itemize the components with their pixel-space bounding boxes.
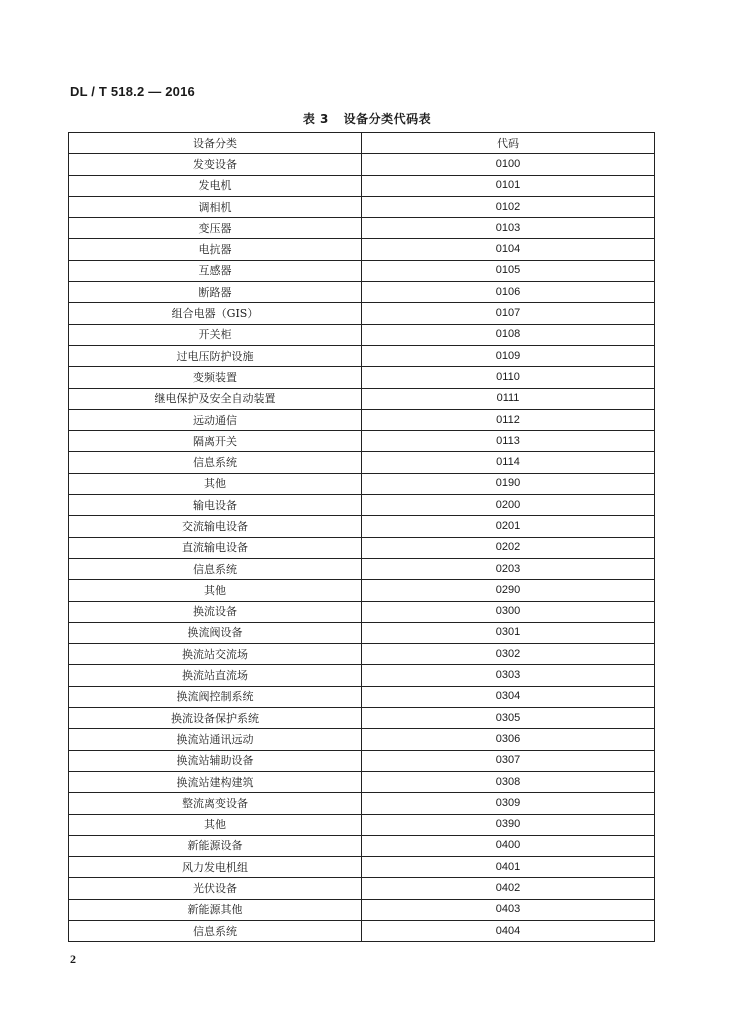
code-cell: 0303 xyxy=(362,665,655,686)
code-cell: 0400 xyxy=(362,835,655,856)
code-cell: 0107 xyxy=(362,303,655,324)
code-cell: 0110 xyxy=(362,367,655,388)
category-cell: 开关柜 xyxy=(69,324,362,345)
table-row xyxy=(69,452,655,473)
table-row xyxy=(69,771,655,792)
table-row xyxy=(69,324,655,345)
category-cell: 风力发电机组 xyxy=(69,857,362,878)
category-cell: 远动通信 xyxy=(69,409,362,430)
table-row xyxy=(69,473,655,494)
code-cell: 0390 xyxy=(362,814,655,835)
category-cell: 隔离开关 xyxy=(69,431,362,452)
table-row xyxy=(69,644,655,665)
category-cell: 换流站交流场 xyxy=(69,644,362,665)
table-row xyxy=(69,303,655,324)
category-cell: 换流设备保护系统 xyxy=(69,708,362,729)
category-cell: 组合电器（GIS） xyxy=(69,303,362,324)
table-row xyxy=(69,558,655,579)
category-cell: 整流离变设备 xyxy=(69,793,362,814)
table-row xyxy=(69,814,655,835)
table-row xyxy=(69,537,655,558)
table-row xyxy=(69,708,655,729)
code-cell: 0103 xyxy=(362,218,655,239)
category-cell: 电抗器 xyxy=(69,239,362,260)
table-row xyxy=(69,622,655,643)
code-cell: 0105 xyxy=(362,260,655,281)
table-row xyxy=(69,367,655,388)
column-header-code: 代码 xyxy=(362,133,655,154)
category-cell: 换流阀控制系统 xyxy=(69,686,362,707)
table-body xyxy=(69,154,655,942)
document-id: DL / T 518.2 — 2016 xyxy=(70,84,195,99)
table-row xyxy=(69,260,655,281)
code-cell: 0113 xyxy=(362,431,655,452)
table-row xyxy=(69,516,655,537)
category-cell: 信息系统 xyxy=(69,452,362,473)
table-row xyxy=(69,409,655,430)
table-caption xyxy=(0,110,734,127)
table-row xyxy=(69,431,655,452)
category-cell: 换流站通讯远动 xyxy=(69,729,362,750)
table-row xyxy=(69,750,655,771)
code-cell: 0306 xyxy=(362,729,655,750)
code-cell: 0402 xyxy=(362,878,655,899)
category-cell: 断路器 xyxy=(69,282,362,303)
category-cell: 信息系统 xyxy=(69,920,362,941)
category-cell: 换流站建构建筑 xyxy=(69,771,362,792)
equipment-code-table xyxy=(68,132,655,942)
table-row xyxy=(69,282,655,303)
category-cell: 变压器 xyxy=(69,218,362,239)
code-cell: 0301 xyxy=(362,622,655,643)
code-cell: 0102 xyxy=(362,196,655,217)
table-row xyxy=(69,857,655,878)
code-cell: 0307 xyxy=(362,750,655,771)
category-cell: 换流设备 xyxy=(69,601,362,622)
code-cell: 0401 xyxy=(362,857,655,878)
table-title: 设备分类代码表 xyxy=(343,112,432,126)
table-number: 表 3 xyxy=(302,112,329,126)
category-cell: 其他 xyxy=(69,814,362,835)
table-row xyxy=(69,175,655,196)
category-cell: 变频装置 xyxy=(69,367,362,388)
page-number: 2 xyxy=(70,952,76,966)
code-cell: 0114 xyxy=(362,452,655,473)
table-row xyxy=(69,345,655,366)
table-row xyxy=(69,601,655,622)
table-row xyxy=(69,388,655,409)
category-cell: 其他 xyxy=(69,473,362,494)
category-cell: 新能源其他 xyxy=(69,899,362,920)
category-cell: 新能源设备 xyxy=(69,835,362,856)
category-cell: 换流站直流场 xyxy=(69,665,362,686)
table-row xyxy=(69,239,655,260)
table-row xyxy=(69,218,655,239)
code-cell: 0305 xyxy=(362,708,655,729)
table-row xyxy=(69,495,655,516)
table-row xyxy=(69,686,655,707)
table-row xyxy=(69,154,655,175)
table-row xyxy=(69,729,655,750)
table-row xyxy=(69,580,655,601)
code-cell: 0203 xyxy=(362,558,655,579)
table-row xyxy=(69,665,655,686)
code-cell: 0290 xyxy=(362,580,655,601)
code-cell: 0101 xyxy=(362,175,655,196)
code-cell: 0302 xyxy=(362,644,655,665)
table-row xyxy=(69,920,655,941)
category-cell: 发电机 xyxy=(69,175,362,196)
category-cell: 其他 xyxy=(69,580,362,601)
code-cell: 0404 xyxy=(362,920,655,941)
table-row xyxy=(69,878,655,899)
code-cell: 0109 xyxy=(362,345,655,366)
table-row xyxy=(69,793,655,814)
code-cell: 0100 xyxy=(362,154,655,175)
code-cell: 0403 xyxy=(362,899,655,920)
category-cell: 光伏设备 xyxy=(69,878,362,899)
category-cell: 直流输电设备 xyxy=(69,537,362,558)
code-cell: 0190 xyxy=(362,473,655,494)
table-row xyxy=(69,835,655,856)
table-header-row xyxy=(69,133,655,154)
code-cell: 0309 xyxy=(362,793,655,814)
category-cell: 调相机 xyxy=(69,196,362,217)
code-cell: 0304 xyxy=(362,686,655,707)
column-header-category: 设备分类 xyxy=(69,133,362,154)
code-cell: 0201 xyxy=(362,516,655,537)
code-cell: 0108 xyxy=(362,324,655,345)
category-cell: 换流阀设备 xyxy=(69,622,362,643)
category-cell: 交流输电设备 xyxy=(69,516,362,537)
code-cell: 0104 xyxy=(362,239,655,260)
category-cell: 发变设备 xyxy=(69,154,362,175)
code-cell: 0308 xyxy=(362,771,655,792)
category-cell: 输电设备 xyxy=(69,495,362,516)
table-row xyxy=(69,196,655,217)
code-cell: 0200 xyxy=(362,495,655,516)
code-cell: 0111 xyxy=(362,388,655,409)
category-cell: 过电压防护设施 xyxy=(69,345,362,366)
table-row xyxy=(69,899,655,920)
code-cell: 0106 xyxy=(362,282,655,303)
code-cell: 0300 xyxy=(362,601,655,622)
code-cell: 0202 xyxy=(362,537,655,558)
category-cell: 换流站辅助设备 xyxy=(69,750,362,771)
category-cell: 继电保护及安全自动装置 xyxy=(69,388,362,409)
category-cell: 信息系统 xyxy=(69,558,362,579)
code-cell: 0112 xyxy=(362,409,655,430)
category-cell: 互感器 xyxy=(69,260,362,281)
